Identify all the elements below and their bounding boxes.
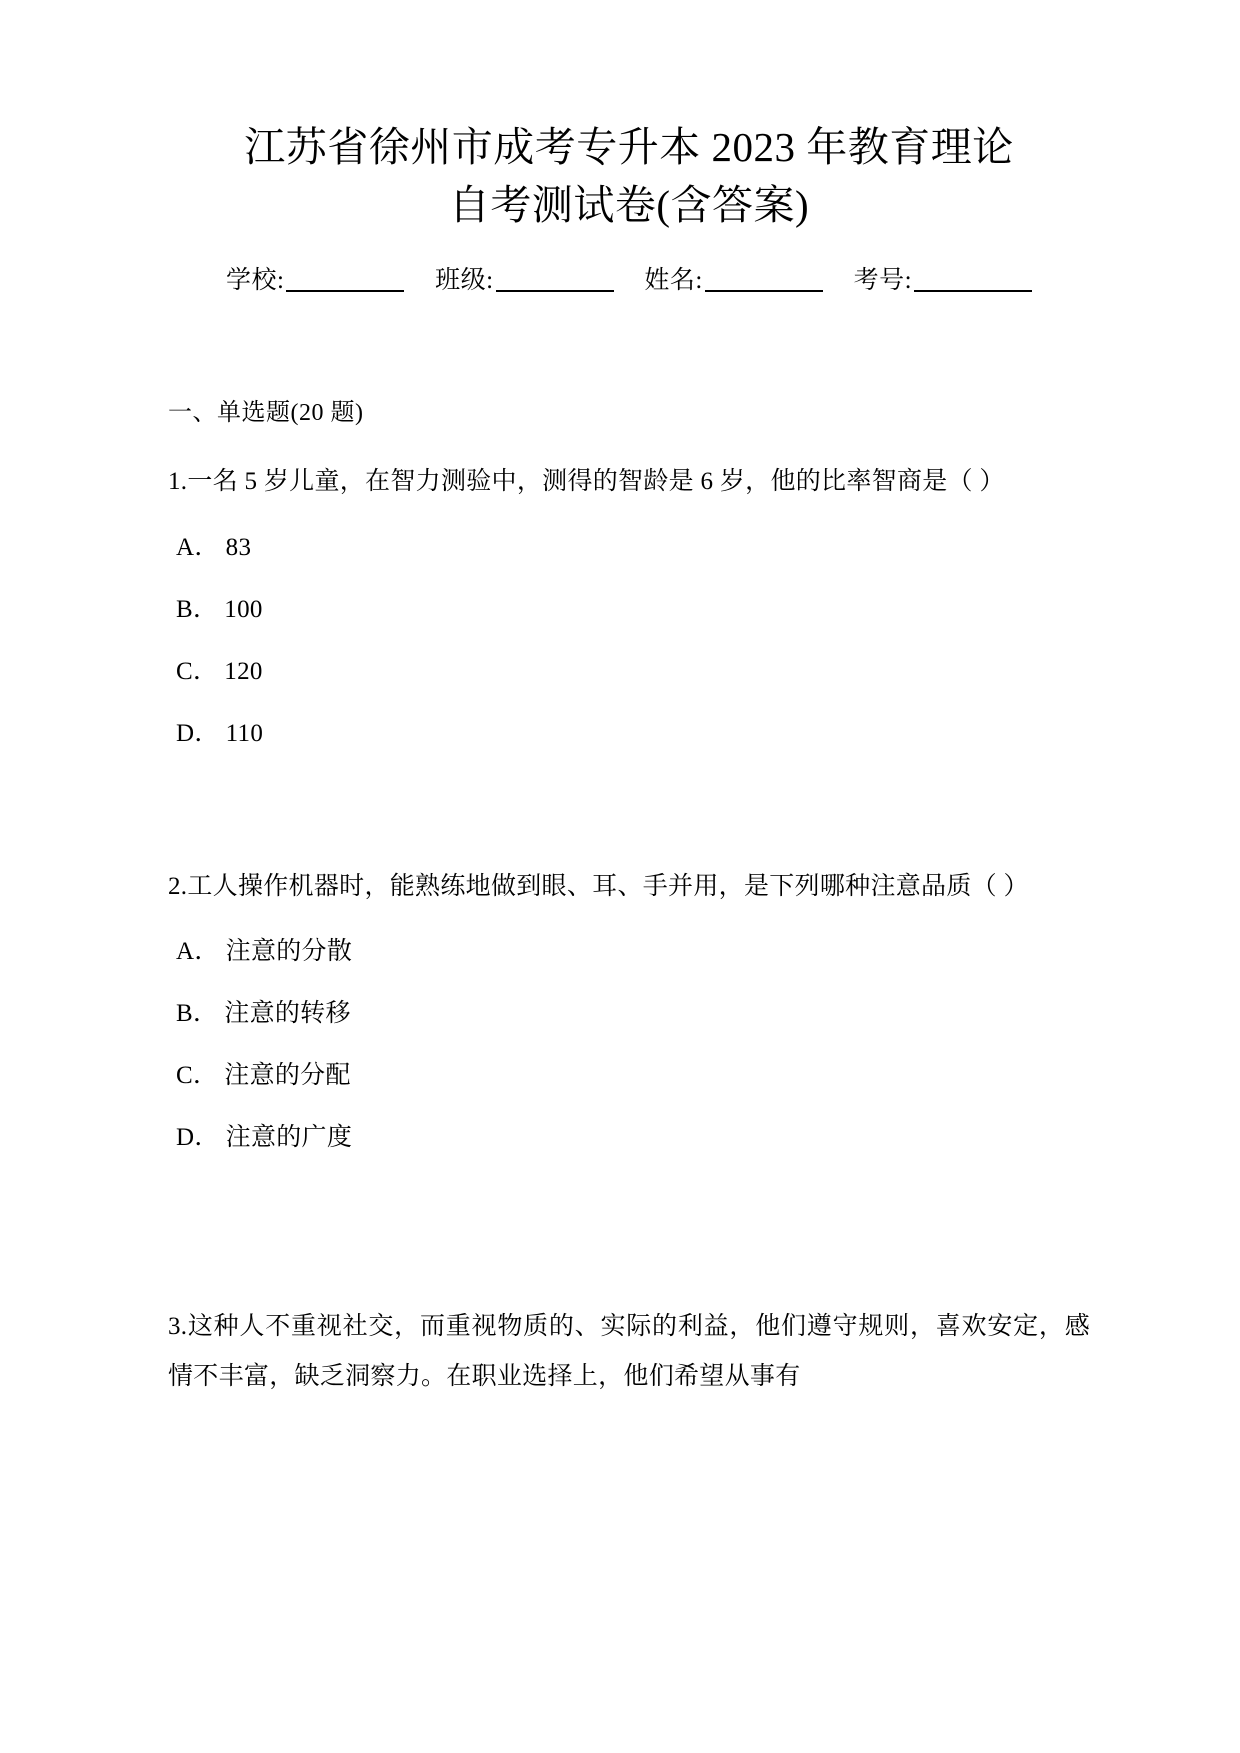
question-2-option-b[interactable] xyxy=(168,994,1090,1034)
question-1-option-d-text: 110 xyxy=(225,719,264,747)
question-1-option-a-text: 83 xyxy=(225,533,252,561)
field-exam-number-label: 考号: xyxy=(853,267,913,295)
question-2-option-a-text: 注意的分散 xyxy=(225,937,353,965)
spacer-after-question-1 xyxy=(168,754,1090,832)
question-3-stem: 3.这种人不重视社交，而重视物质的、实际的利益，他们遵守规则，喜欢安定，感情不丰富，缺乏洞察力。在职业选择上，他们希望从事有 xyxy=(168,1312,1090,1390)
field-exam-number xyxy=(854,260,1032,296)
question-1-option-b-label: B． xyxy=(176,595,219,623)
question-2-option-c-text: 注意的分配 xyxy=(224,1061,351,1089)
field-name xyxy=(644,260,822,296)
question-3 xyxy=(168,1302,1090,1402)
field-school xyxy=(226,260,404,296)
question-1-option-b-text: 100 xyxy=(224,595,263,623)
student-info-fields xyxy=(168,260,1090,296)
question-2-option-d-text: 注意的广度 xyxy=(225,1123,353,1151)
question-1-option-c-label: C． xyxy=(176,657,219,685)
question-2-option-a-label: A． xyxy=(176,937,220,965)
page-title xyxy=(168,118,1090,234)
question-2-option-c[interactable] xyxy=(168,1056,1090,1096)
title-line-1: 江苏省徐州市成考专升本 2023 年教育理论 xyxy=(244,124,1014,170)
question-1-option-c[interactable] xyxy=(168,652,1090,692)
field-school-label: 学校: xyxy=(225,267,285,295)
question-1-option-a-label: A． xyxy=(176,533,220,561)
question-1-option-d[interactable] xyxy=(168,714,1090,754)
question-1-option-b[interactable] xyxy=(168,590,1090,630)
question-1-stem: 1.一名 5 岁儿童，在智力测验中，测得的智龄是 6 岁，他的比率智商是（ ） xyxy=(168,468,1005,496)
question-2-option-b-text: 注意的转移 xyxy=(224,999,351,1027)
question-1-options xyxy=(168,528,1090,754)
section-heading: 一、单选题(20 题) xyxy=(168,400,364,427)
question-1 xyxy=(168,459,1090,753)
question-2-option-b-label: B． xyxy=(176,999,219,1027)
field-class-blank[interactable] xyxy=(496,268,614,292)
question-1-option-d-label: D． xyxy=(176,719,220,747)
field-exam-number-blank[interactable] xyxy=(914,268,1032,292)
title-line-2: 自考测试卷(含答案) xyxy=(448,182,810,229)
question-2-option-d[interactable] xyxy=(168,1118,1090,1158)
question-2-option-c-label: C． xyxy=(176,1061,219,1089)
question-2 xyxy=(168,864,1090,1158)
field-school-blank[interactable] xyxy=(286,268,404,292)
question-1-option-a[interactable] xyxy=(168,528,1090,568)
question-2-stem: 2.工人操作机器时，能熟练地做到眼、耳、手并用，是下列哪种注意品质（ ） xyxy=(168,872,1029,900)
field-class-label: 班级: xyxy=(435,267,494,295)
field-class xyxy=(435,260,613,296)
question-2-option-d-label: D． xyxy=(176,1123,220,1151)
field-name-label: 姓名: xyxy=(644,267,703,295)
question-1-option-c-text: 120 xyxy=(224,657,263,685)
question-2-options xyxy=(168,932,1090,1158)
spacer-after-question-2 xyxy=(168,1158,1090,1270)
question-2-option-a[interactable] xyxy=(168,932,1090,972)
field-name-blank[interactable] xyxy=(705,268,823,292)
